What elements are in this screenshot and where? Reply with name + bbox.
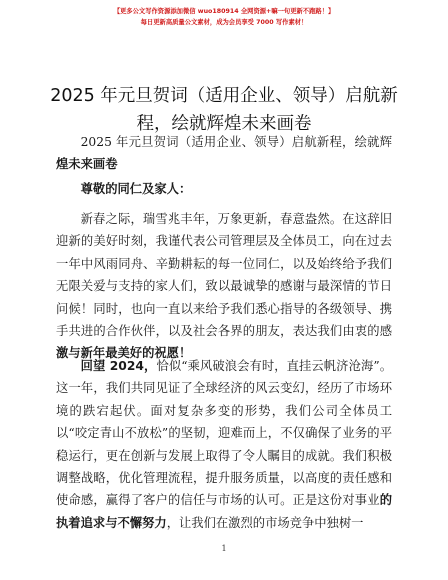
subtitle-text: 2025 年元旦贺词（适用企业、领导）启航新程，绘就辉 — [80, 135, 392, 149]
paragraph-1-text: 新春之际，瑞雪兆丰年，万象更新，春意盎然。在这辞旧迎新的美好时刻，我谨代表公司管理层及全体员工，向在过去一年中风雨同舟、辛勤耕耘的每一位同仁，以及始终给予我们无限关爱与支持的家人们，致以最诚挚的感谢与最深情的节日问候！同时，也向一直以来给予我们悉心指导的各级领导、携手共进的合作伙伴，以及社会各界的朋友，表达我们由衷的感 — [56, 212, 392, 339]
promo-banner — [0, 6, 448, 28]
subtitle-bold-text: 煌未来画卷 — [56, 157, 118, 172]
promo-line-2: 每日更新高质量公文素材，成为会员享受 7000 写作素材！ — [140, 19, 308, 26]
paragraph-2-lead: 回望 2024， — [80, 359, 157, 373]
paragraph-2 — [56, 355, 392, 534]
document-title: 2025 年元旦贺词（适用企业、领导）启航新程，绘就辉煌未来画卷 — [50, 86, 398, 134]
paragraph-1-bold: 激与新年最美好的祝愿！ — [56, 346, 192, 361]
page-number: 1 — [221, 544, 227, 553]
subtitle — [56, 131, 392, 176]
paragraph-2-tail: ，让我们在激烈的市场竞争中独树一 — [166, 515, 364, 530]
paragraph-2-text: 恰似“乘风破浪会有时，直挂云帆济沧海”。这一年，我们共同见证了全球经济的风云变幻，经历了市场环境的跌宕起伏。面对复杂多变的形势，我们公司全体员工以“咬定青山不放松”的坚韧，迎难而上，不仅确保了业务的平稳运行，更在创新与发展上取得了令人瞩目的成就。我们积极调整战略，优化管理流程，提升服务质量，以高度的责任感和使命感，赢得了客户的信任与市场的认可。正是这份对事业 — [56, 359, 393, 508]
paragraph-1 — [56, 208, 392, 365]
promo-line-1: 【更多公文写作资源添加微信 wuo180914 全网资源+嘛一句更新不跑路！】 — [113, 8, 335, 15]
paragraph-2-tail-bold: 的执着追求与不懈努力 — [56, 493, 392, 530]
greeting: 尊敬的同仁及家人： — [80, 182, 192, 196]
